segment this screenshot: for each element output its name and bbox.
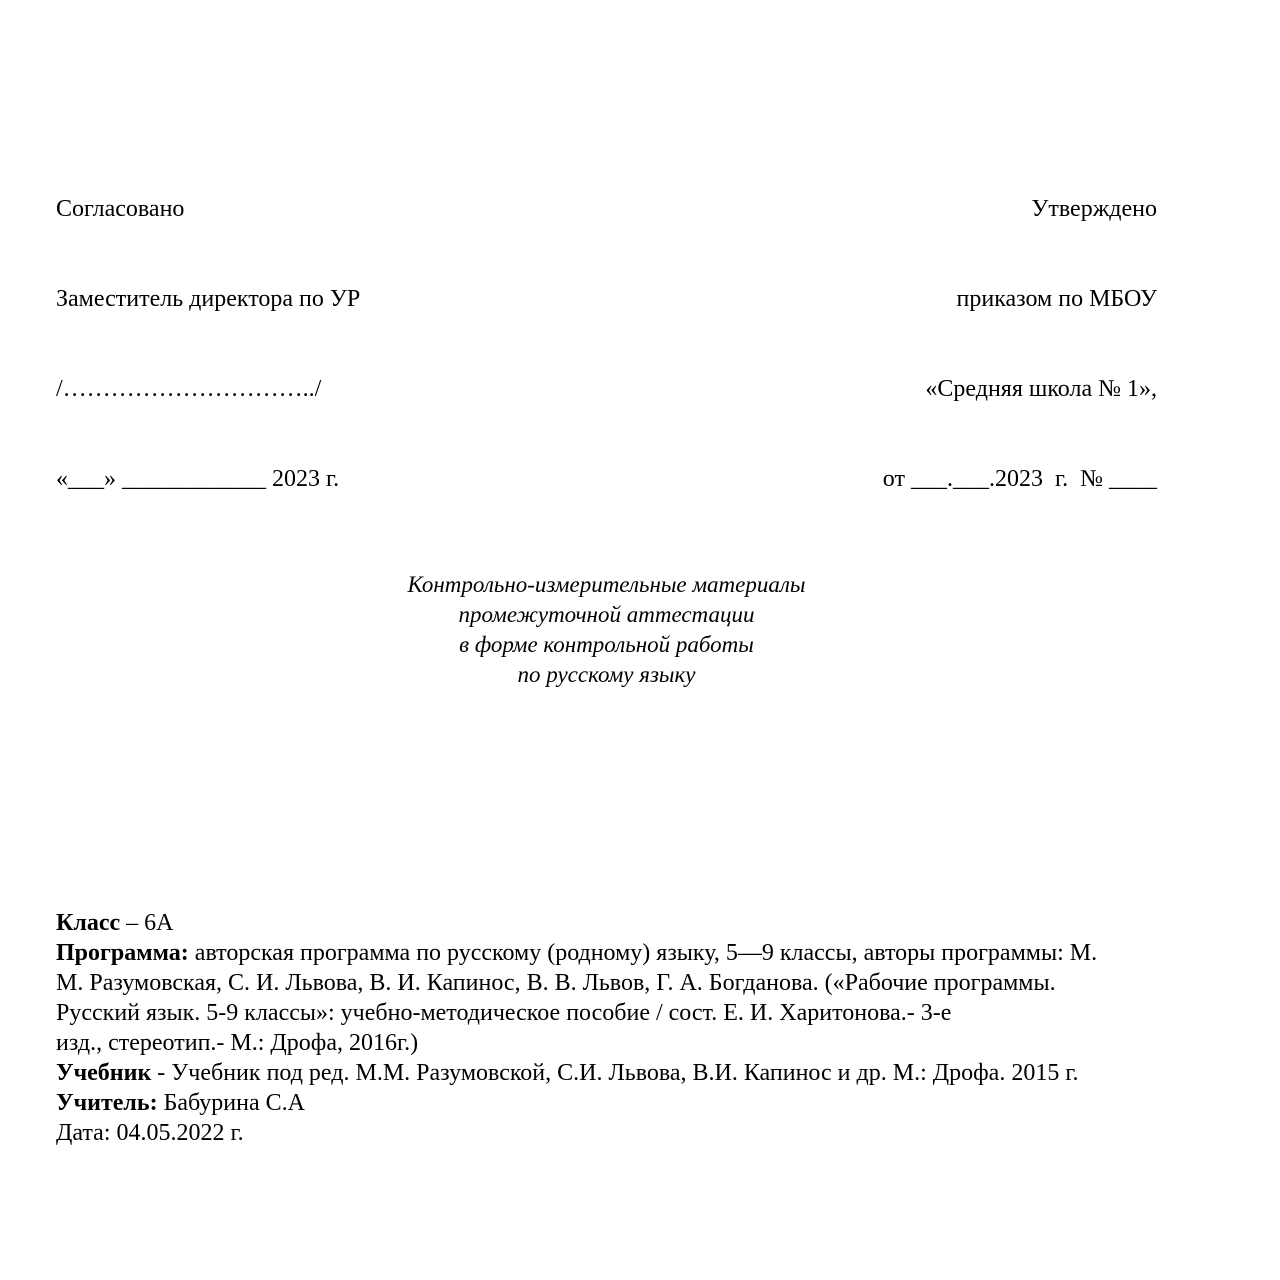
meta-row-program-cont-3 (56, 1028, 1191, 1058)
meta-row-textbook (56, 1058, 1191, 1088)
approval-right-school-name: «Средняя школа № 1», (925, 376, 1157, 402)
approval-block-right (883, 134, 1157, 554)
meta-value-program-line-1: авторская программа по русскому (родному) языку, 5—9 классы, авторы программы: М. (188, 940, 1098, 966)
meta-value-class: – 6А (120, 910, 174, 936)
meta-value-program-line-2: М. Разумовская, С. И. Львова, В. И. Капинос, В. В. Львов, Г. А. Богданова. («Рабочие программы. (56, 970, 1056, 996)
meta-row-date: Дата: 04.05.2022 г. (56, 1120, 244, 1146)
meta-value-teacher: Бабурина С.А (157, 1090, 305, 1116)
title-line-1: Контрольно-измерительные материалы (407, 572, 806, 597)
approval-right-line-2: приказом по МБОУ (956, 286, 1157, 312)
meta-label-class: Класс (56, 910, 121, 936)
approval-left-line-2: Заместитель директора по УР (56, 286, 361, 312)
meta-row-program (56, 938, 1191, 968)
title-line-4: по русскому языку (517, 662, 696, 687)
meta-label-textbook: Учебник (56, 1060, 152, 1086)
meta-row-program-cont-1 (56, 968, 1191, 998)
title-line-2: промежуточной аттестации (458, 602, 755, 627)
meta-value-program-line-4: изд., стереотип.- М.: Дрофа, 2016г.) (56, 1030, 419, 1056)
approval-left-signature-line: /…………………………../ (56, 376, 322, 402)
approval-block-left (56, 134, 360, 554)
approval-left-date-line: «___» ____________ 2023 г. (56, 466, 340, 492)
approval-right-order-line: от ___.___.2023 г. № ____ (882, 466, 1157, 492)
meta-row-class (56, 908, 1191, 938)
meta-value-textbook: - Учебник под ред. М.М. Разумовской, С.И. Львова, В.И. Капинос и др. М.: Дрофа. 2015 г. (151, 1060, 1079, 1086)
meta-row-program-cont-2 (56, 998, 1191, 1028)
meta-label-teacher: Учитель: (56, 1090, 158, 1116)
meta-value-program-line-3: Русский язык. 5-9 классы»: учебно-методическое пособие / сост. Е. И. Харитонова.- 3-е (56, 1000, 952, 1026)
meta-row-teacher (56, 1088, 1191, 1118)
document-metadata (56, 908, 1191, 1148)
document-header (56, 134, 1157, 554)
document-title (56, 570, 1157, 690)
approval-right-line-1: Утверждено (1031, 196, 1157, 222)
meta-label-program: Программа: (56, 940, 189, 966)
approval-left-line-1: Согласовано (56, 196, 185, 222)
title-line-3: в форме контрольной работы (459, 632, 754, 657)
